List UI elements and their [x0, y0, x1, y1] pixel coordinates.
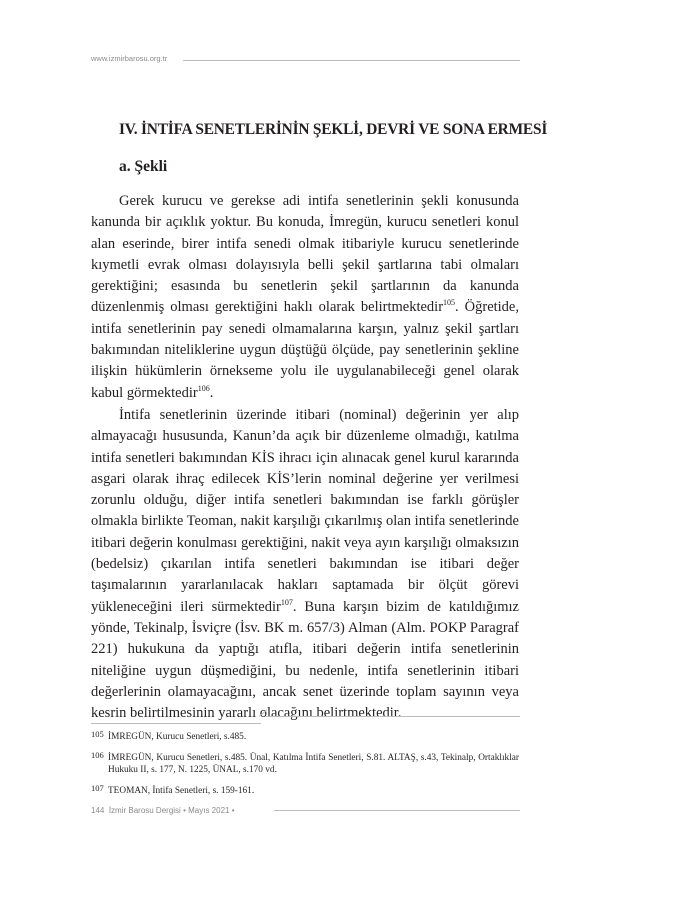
journal-name: İzmir Barosu Dergisi — [108, 806, 181, 815]
footnote-text: TEOMAN, İntifa Senetleri, s. 159-161. — [108, 785, 255, 796]
footnote-ref-106[interactable]: 106 — [197, 383, 210, 393]
page-footer — [91, 806, 235, 815]
paragraph-1 — [91, 191, 519, 404]
paragraph-text: Gerek kurucu ve gerekse adi intifa senetlerinin şekli konusunda kanunda bir açıklık yoktur. Bu konuda, İmregün, kurucu senetleri konul alan eserinde, birer intifa senedi olmak itibariyle kurucu senetlerinde kıymetli evrak olması dolayısıyla belli şekil şartlarına tabi olmaları gerektiğini; esasında bu senetlerin şekil şartlarının da kanunda düzenlenmiş olması gerektiğini haklı olarak belirtmektedir — [91, 193, 519, 316]
subsection-title: a. Şekli — [119, 158, 168, 175]
page-number: 144 — [91, 806, 105, 815]
paragraph-text: . Buna karşın bizim de katıldığımız yönde, Tekinalp, İsviçre (İsv. BK m. 657/3) Alman (Alm. POKP Paragraf 221) hukukuna da yaptığı atıfla, itibari değerin intifa senetlerinin niteliğine uygun düşmediğini, bu nedenle, intifa senetlerinin itibari değerlerinin olamayacağını, ancak senet üzerinde toplam sayının veya kesrin belirtilmesinin yararlı olacağını belirtmektedir. — [91, 598, 519, 722]
footnote-105 — [91, 731, 519, 744]
footnote-text: İMREGÜN, Kurucu Senetleri, s.485. — [108, 732, 247, 742]
paragraph-text: . Öğretide, intifa senetlerinin pay senedi olmamalarına karşın, yalnız şekil şartları bakımından niteliklerine uygun düştüğü ölçüde, pay senetlerinin şekline ilişkin hükümlerin örnekseme yolu ile uygulanabileceği genel olarak kabul görmektedir — [91, 299, 519, 401]
separator-dot: • — [183, 806, 186, 815]
footnote-rule — [91, 723, 261, 724]
issue-date: Mayıs 2021 — [188, 806, 230, 815]
paragraph-text: İntifa senetlerinin üzerinde itibari (nominal) değerinin yer alıp almayacağı hususunda, Kanun’da açık bir düzenleme olmadığı, katılma intifa senetleri bakımından KİS ihracı için alınacak genel kurul kararında asgari olarak ihraç edilecek KİS’lerin nominal değerine yer verilmesi zorunlu olduğu, diğer intifa senetleri bakımından ise farklı görüşler olmakla birlikte Teoman, nakit karşılığı çıkarılmış olan intifa senetlerinde itibari değerin konulması gerektiğini, nakit veya ayın karşılığı olmaksızın (bedelsiz) çıkarılan intifa senetleri bakımından ise itibari değer taşımalarının yararlanılacak hakları saptamada bir ölçüt görevi yükleneceğini ileri sürmektedir — [91, 407, 519, 615]
section-title: IV. İNTİFA SENETLERİNİN ŞEKLİ, DEVRİ VE SONA ERMESİ — [119, 121, 548, 138]
footnote-number: 105 — [91, 729, 104, 739]
footer-rule — [274, 810, 520, 811]
footnote-number: 106 — [91, 749, 104, 760]
footnote-rule — [266, 716, 520, 717]
separator-dot: • — [231, 806, 235, 815]
footnote-ref-107[interactable]: 107 — [280, 597, 293, 607]
footnotes — [91, 731, 519, 805]
paragraph-text: . — [209, 384, 214, 401]
footnote-number: 107 — [91, 782, 104, 793]
footnote-107 — [91, 782, 519, 798]
footnote-ref-105[interactable]: 105 — [443, 298, 456, 308]
footnote-106 — [91, 749, 519, 777]
header-rule — [183, 60, 520, 61]
paragraph-2 — [91, 405, 519, 724]
header-url: www.izmirbarosu.org.tr — [91, 54, 168, 63]
footnote-text: İMREGÜN, Kurucu Senetleri, s.485. Ünal, Katılma İntifa Senetleri, S.81. ALTAŞ, s.43, Tekinalp, Ortaklıklar Hukuku II, s. 177, N. 1225, ÜNAL, s.170 vd. — [108, 752, 519, 775]
